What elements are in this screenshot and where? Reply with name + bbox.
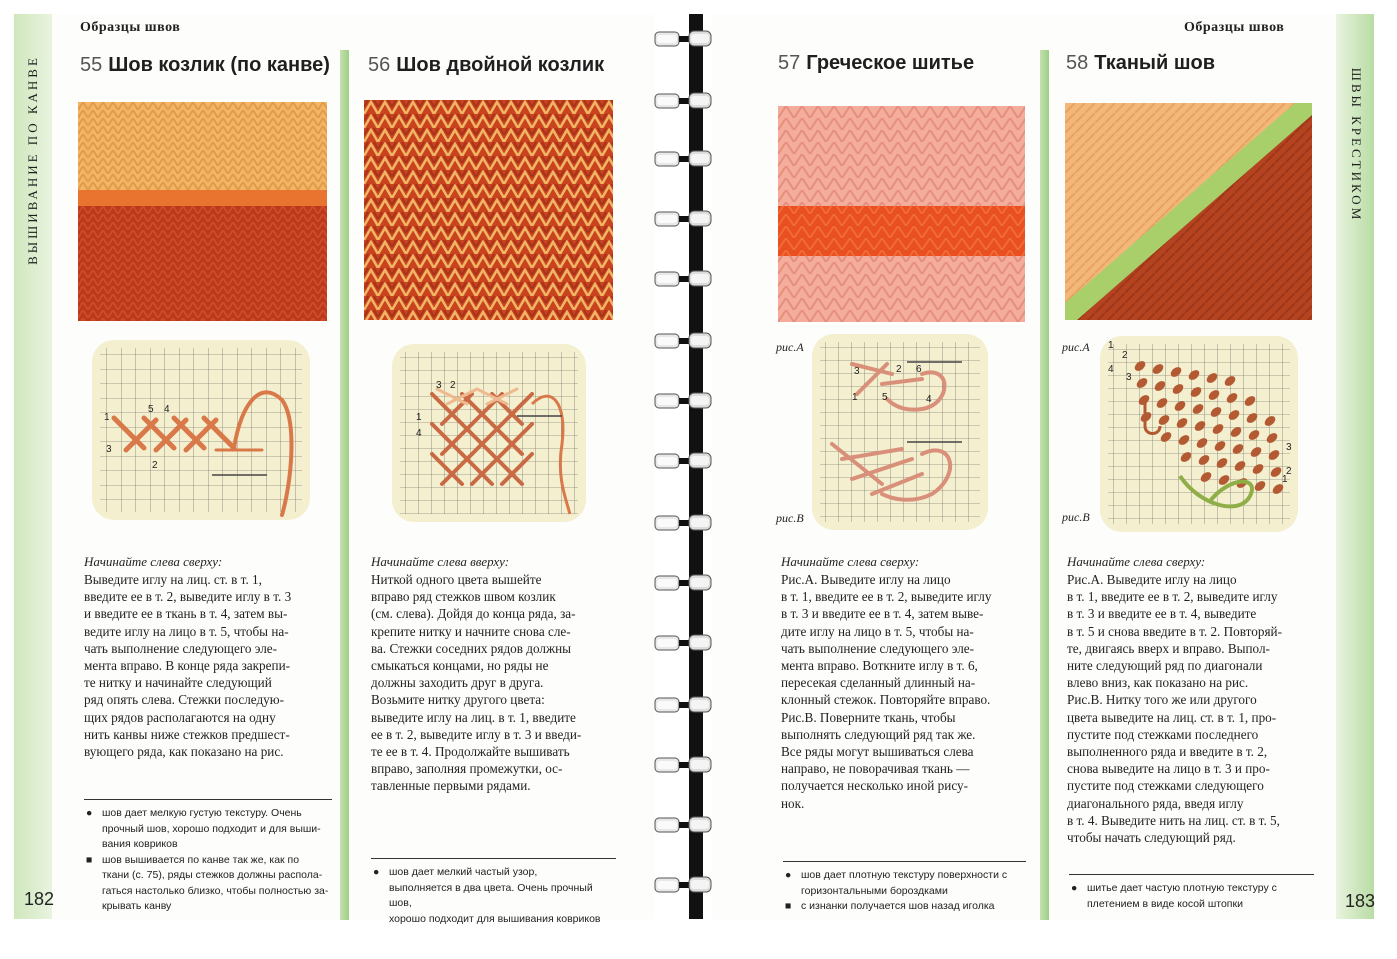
body-line: Возьмите нитку другого цвета: xyxy=(371,692,545,708)
body-line: нить канвы ниже стежков предшест- xyxy=(84,726,290,742)
body-line: крепите нитку и начните снова сле- xyxy=(371,623,571,639)
note-line: крывать канву xyxy=(102,900,172,912)
stitch-56-notes xyxy=(371,858,616,927)
stitch-58-body xyxy=(1067,571,1322,846)
body-line: должны заходить друг в друга. xyxy=(371,675,544,691)
body-line: в т. 4. Выведите нить на лиц. ст. в т. 5, xyxy=(1067,812,1280,828)
stitch-58-fig-a-label: рис.А xyxy=(1062,340,1090,354)
bullet-square-icon: ■ xyxy=(785,900,792,912)
note-item xyxy=(371,865,616,927)
body-line: в т. 1, введите ее в т. 2, выведите иглу xyxy=(781,589,992,605)
note-line: шов вышивается по канве так же, как по xyxy=(102,853,300,866)
bullet-dot-icon: ● xyxy=(86,807,93,819)
note-line: горизонтальными бороздками xyxy=(801,884,948,897)
spiral-ring xyxy=(653,572,713,592)
spiral-ring xyxy=(653,390,713,410)
spiral-ring xyxy=(653,148,713,168)
spiral-ring xyxy=(653,632,713,652)
stitch-55-name: Шов козлик (по канве) xyxy=(108,54,330,76)
running-header-left: Образцы швов xyxy=(80,20,181,35)
note-item xyxy=(84,806,332,853)
stitch-58-diagram xyxy=(1100,336,1298,532)
body-line: ните следующий ряд по диагонали xyxy=(1067,658,1263,674)
stitch-55-number: 55 xyxy=(80,54,103,76)
stitch-55-start: Начинайте слева сверху: xyxy=(84,554,223,569)
stitch-57-diagram xyxy=(812,334,988,530)
body-line: направо, не поворачивая ткань — xyxy=(781,761,970,777)
spiral-ring xyxy=(653,814,713,834)
stitch-57-diagram-grid xyxy=(812,334,988,530)
stitch-57-number: 57 xyxy=(778,52,801,74)
bullet-dot-icon: ● xyxy=(785,869,792,881)
svg-text:2: 2 xyxy=(450,380,456,391)
svg-text:3: 3 xyxy=(106,444,112,455)
stitch-55-title xyxy=(80,54,330,77)
body-line: мента вправо. Воткните иглу в т. 6, xyxy=(781,658,978,674)
spiral-ring xyxy=(653,694,713,714)
side-label-left: ВЫШИВАНИЕ ПО КАНВЕ xyxy=(25,55,40,265)
body-line: мента вправо. В конце ряда закрепи- xyxy=(84,658,291,674)
note-line: плетением в виде косой штопки xyxy=(1087,897,1243,910)
body-line: выведите иглу на лиц. в т. 1, введите xyxy=(371,709,576,725)
stitch-56-diagram-grid xyxy=(392,344,586,522)
body-line: чать выполнение следующего эле- xyxy=(84,640,278,656)
side-label-right: ШВЫ КРЕСТИКОМ xyxy=(1349,67,1364,223)
note-item xyxy=(1069,881,1314,912)
svg-text:1: 1 xyxy=(1282,474,1288,485)
stitch-57-name: Греческое шитье xyxy=(806,52,975,74)
svg-text:2: 2 xyxy=(152,460,158,471)
spiral-ring xyxy=(653,874,713,894)
svg-text:4: 4 xyxy=(926,394,932,405)
stitch-58-notes xyxy=(1069,874,1314,912)
body-line: Выведите иглу на лиц. ст. в т. 1, xyxy=(84,572,262,587)
body-line: цвета выведите на лиц. ст. в т. 1, про- xyxy=(1067,709,1277,725)
svg-text:1: 1 xyxy=(104,412,110,423)
body-line: в т. 5 и снова введите в т. 2. Повторяй- xyxy=(1067,623,1282,639)
note-line: прочный шов, хорошо подходит и для выши- xyxy=(102,822,321,835)
body-line: выполнять следующий ряд так же. xyxy=(781,726,976,742)
body-line: пустите под стежками последнего xyxy=(1067,726,1259,742)
stitch-58-title xyxy=(1066,52,1215,75)
spiral-ring xyxy=(653,90,713,110)
note-line: гаться настолько близко, чтобы полностью за- xyxy=(102,884,329,897)
note-item xyxy=(84,853,332,915)
body-line: вправо, заполняя промежутки, ос- xyxy=(371,761,563,777)
stitch-57-notes xyxy=(783,861,1026,915)
body-line: пересекая сделанный длинный на- xyxy=(781,675,976,691)
bullet-dot-icon: ● xyxy=(1071,882,1078,894)
page-number-left: 182 xyxy=(24,889,55,909)
svg-text:1: 1 xyxy=(1108,340,1114,351)
spiral-ring xyxy=(653,450,713,470)
svg-text:1: 1 xyxy=(852,392,858,403)
stitch-56-start: Начинайте слева вверху: xyxy=(371,554,510,569)
stitch-55-photo xyxy=(78,102,327,321)
stitch-55-notes xyxy=(84,799,332,915)
stitch-56-body xyxy=(371,571,621,795)
stitch-55-diagram-grid xyxy=(92,340,310,520)
stitch-57-start: Начинайте слева сверху: xyxy=(781,554,920,569)
body-line: Все ряды могут вышиваться слева xyxy=(781,744,974,760)
body-line: ва. Стежки соседних рядов должны xyxy=(371,640,572,656)
column-divider-left xyxy=(340,50,349,920)
body-line: снова выведите на лицо в т. 3 и про- xyxy=(1067,761,1270,777)
stitch-57-body xyxy=(781,571,1031,812)
note-line: шов дает мелкий частый узор, xyxy=(389,866,538,878)
stitch-58-diagram-grid xyxy=(1100,336,1298,532)
stitch-58-number: 58 xyxy=(1066,52,1089,74)
stitch-56-name: Шов двойной козлик xyxy=(396,54,605,76)
body-line: Рис.В. Нитку того же или другого xyxy=(1067,692,1257,708)
spiral-ring xyxy=(653,28,713,48)
stitch-57-title xyxy=(778,52,974,75)
stitch-58-start: Начинайте слева сверху: xyxy=(1067,554,1206,569)
spiral-ring xyxy=(653,512,713,532)
stitch-56-number: 56 xyxy=(368,54,391,76)
body-line: дите иглу на лицо в т. 5, чтобы на- xyxy=(781,623,974,639)
page-number-right: 183 xyxy=(1345,891,1376,911)
svg-text:3: 3 xyxy=(1126,372,1132,383)
note-line: шов дает мелкую густую текстуру. Очень xyxy=(102,807,302,819)
note-line: шов дает плотную текстуру поверхности с xyxy=(801,869,1008,881)
body-line: смыкаться концами, но ряды не xyxy=(371,658,549,674)
stitch-58-photo xyxy=(1065,103,1312,320)
body-line: выполненного ряда и введите в т. 2, xyxy=(1067,744,1268,760)
spiral-ring xyxy=(653,208,713,228)
svg-text:2: 2 xyxy=(1286,466,1292,477)
body-line: введите ее в т. 2, выведите иглу в т. 3 xyxy=(84,589,292,605)
body-line: получается несколько иной рису- xyxy=(781,778,968,794)
body-line: в т. 3 и введите ее в т. 4, выведите xyxy=(1067,606,1257,622)
svg-text:4: 4 xyxy=(1108,364,1114,375)
stitch-57-fig-b-label: рис.В xyxy=(776,511,804,525)
body-line: и введите ее в ткань в т. 4, затем вы- xyxy=(84,606,288,622)
body-line: в т. 1, введите ее в т. 2, выведите иглу xyxy=(1067,589,1278,605)
stitch-58-fig-b-label: рис.В xyxy=(1062,510,1090,524)
body-line: чать выполнение следующего эле- xyxy=(781,640,975,656)
body-line: пустите под стежками следующего xyxy=(1067,778,1264,794)
body-line: влево вниз, как показано на рис. xyxy=(1067,675,1249,691)
svg-text:2: 2 xyxy=(1122,350,1128,361)
spiral-ring xyxy=(653,330,713,350)
body-line: в т. 3 и введите ее в т. 4, затем выве- xyxy=(781,606,984,622)
stitch-56-diagram xyxy=(392,344,586,522)
body-line: вправо ряд стежков швом козлик xyxy=(371,589,556,605)
note-line: шитье дает частую плотную текстуру с xyxy=(1087,882,1277,894)
body-line: Ниткой одного цвета вышейте xyxy=(371,572,542,587)
svg-text:5: 5 xyxy=(148,404,154,415)
body-line: те нитку и начинайте следующий xyxy=(84,675,272,691)
svg-text:3: 3 xyxy=(436,380,442,391)
body-line: ряд опять слева. Стежки последую- xyxy=(84,692,284,708)
body-line: клонный стежок. Повторяйте вправо. xyxy=(781,692,991,708)
bullet-dot-icon: ● xyxy=(373,866,380,878)
body-line: нок. xyxy=(781,795,805,811)
note-line: с изнанки получается шов назад иголка xyxy=(801,900,995,912)
body-line: Рис.В. Поверните ткань, чтобы xyxy=(781,709,956,725)
stitch-55-body xyxy=(84,571,334,760)
svg-text:6: 6 xyxy=(916,364,922,375)
svg-text:3: 3 xyxy=(1286,442,1292,453)
svg-text:4: 4 xyxy=(164,404,170,415)
stitch-56-title xyxy=(368,54,604,77)
svg-text:3: 3 xyxy=(854,366,860,377)
body-line: щих рядов располагаются на одну xyxy=(84,709,276,725)
stitch-56-photo xyxy=(364,100,613,320)
running-header-right: Образцы швов xyxy=(1184,20,1285,35)
body-line: вующего ряда, как показано на рис. xyxy=(84,744,284,760)
body-line: диагонального ряда, введя иглу xyxy=(1067,795,1244,811)
stitch-57-photo xyxy=(778,106,1025,322)
note-line: выполняется в два цвета. Очень прочный шов, xyxy=(389,881,593,909)
svg-text:2: 2 xyxy=(896,364,902,375)
stitch-55-diagram xyxy=(92,340,310,520)
stitch-57-fig-a-label: рис.А xyxy=(776,340,804,354)
body-line: тавленные первыми рядами. xyxy=(371,778,531,794)
note-line: хорошо подходит для вышивания ковриков xyxy=(389,912,601,925)
spiral-ring xyxy=(653,754,713,774)
body-line: ведите иглу на лицо в т. 5, чтобы на- xyxy=(84,623,289,639)
spiral-ring xyxy=(653,268,713,288)
note-line: вания ковриков xyxy=(102,838,178,850)
body-line: те, двигаясь вверх и вправо. Выпол- xyxy=(1067,640,1270,656)
svg-text:4: 4 xyxy=(416,428,422,439)
body-line: те ее в т. 4. Продолжайте вышивать xyxy=(371,744,570,760)
bullet-square-icon: ■ xyxy=(86,853,93,866)
stitch-58-name: Тканый шов xyxy=(1094,52,1216,74)
body-line: чтобы начать следующий ряд. xyxy=(1067,830,1236,846)
note-item xyxy=(783,899,1026,915)
svg-text:5: 5 xyxy=(882,392,888,403)
body-line: ее в т. 2, выведите иглу в т. 3 и введи- xyxy=(371,726,582,742)
note-line: ткани (с. 75), ряды стежков должны распола- xyxy=(102,869,323,881)
body-line: (см. слева). Дойдя до конца ряда, за- xyxy=(371,606,576,622)
svg-text:1: 1 xyxy=(416,412,422,423)
body-line: Рис.А. Выведите иглу на лицо xyxy=(1067,572,1237,587)
note-item xyxy=(783,868,1026,899)
body-line: Рис.А. Выведите иглу на лицо xyxy=(781,572,951,587)
column-divider-right xyxy=(1040,50,1049,920)
